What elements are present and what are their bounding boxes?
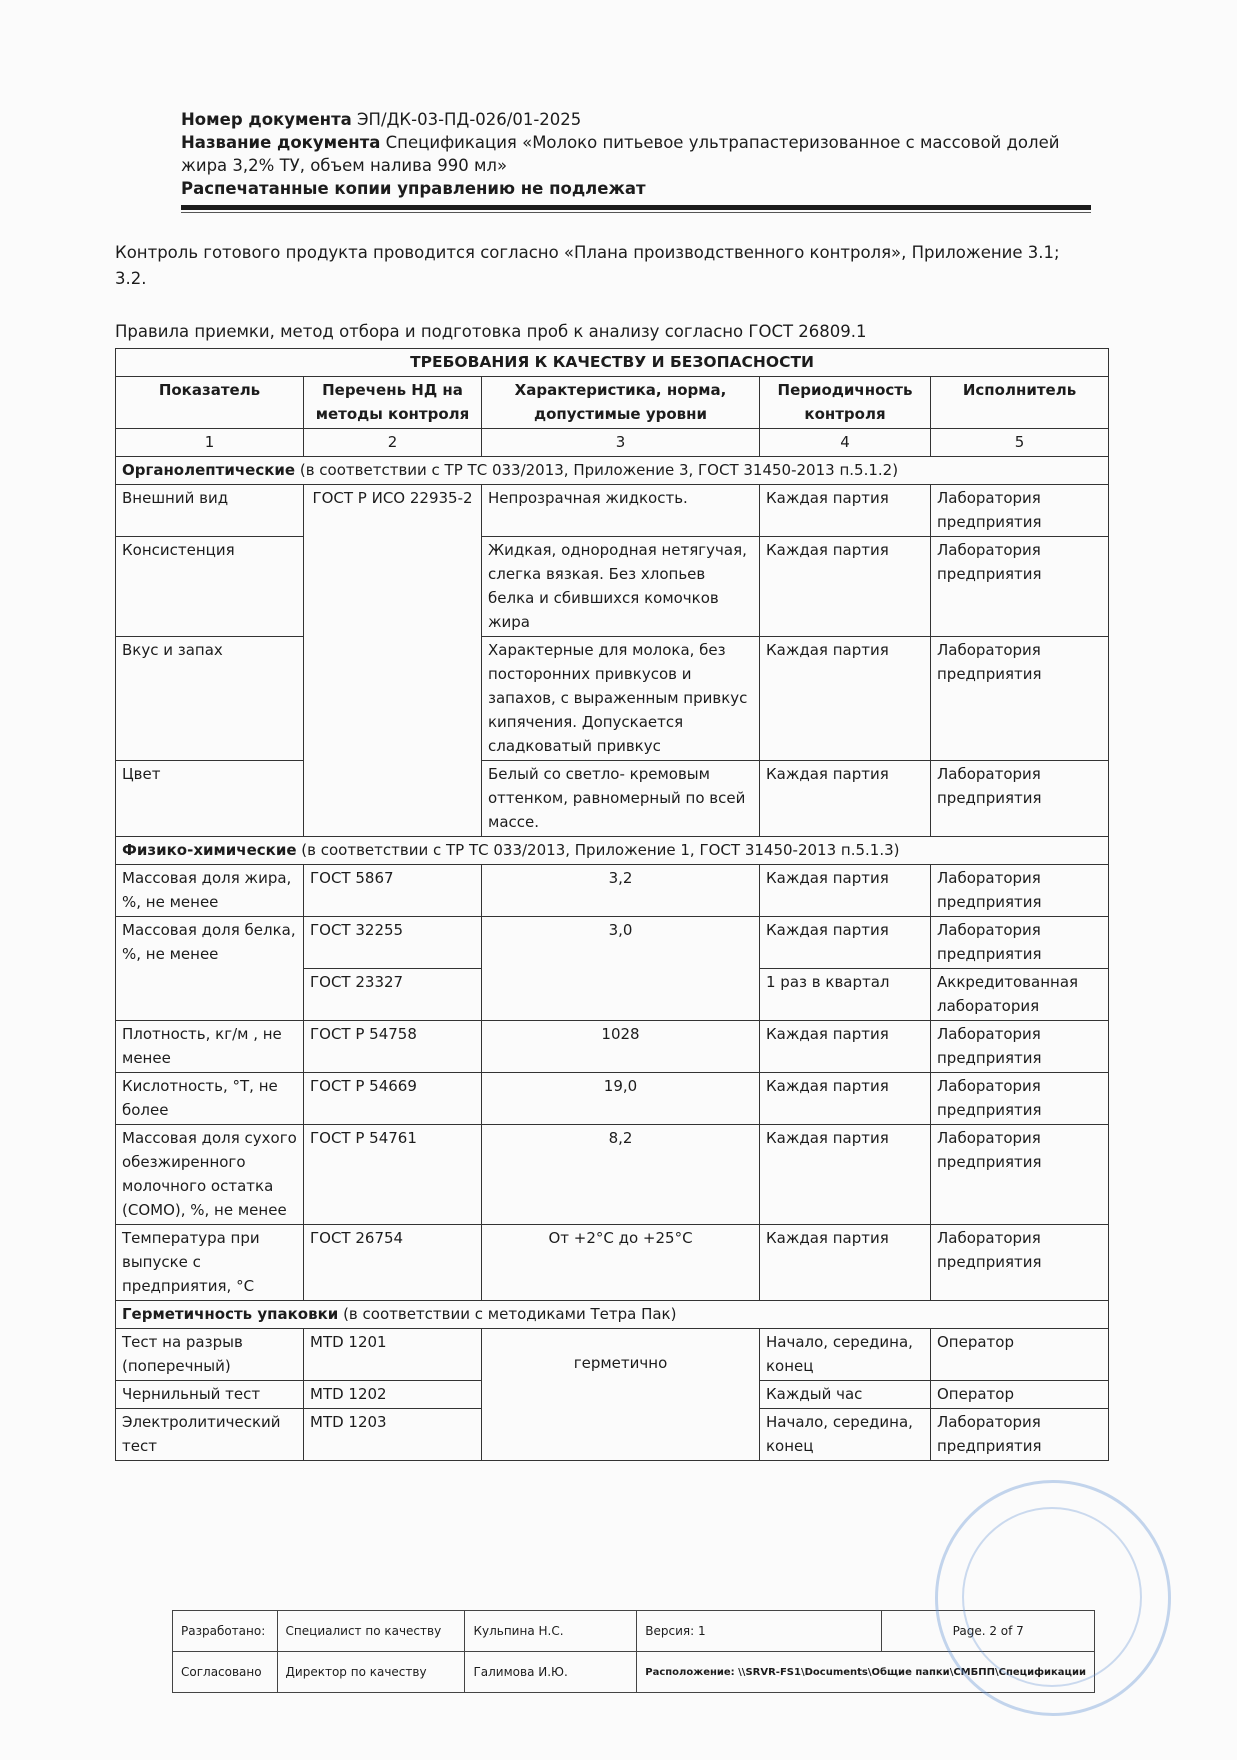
col-number: 5: [931, 429, 1109, 457]
norm-cell: 19,0: [482, 1073, 760, 1125]
table-row: [116, 537, 1109, 637]
table-row: [116, 865, 1109, 917]
method-cell: ГОСТ Р ИСО 22935-2: [304, 485, 482, 837]
norm-cell: Непрозрачная жидкость.: [482, 485, 760, 537]
executor-cell: Оператор: [931, 1381, 1109, 1409]
section-tightness: Герметичность упаковки (в соответствии с методиками Тетра Пак): [116, 1301, 1109, 1329]
col-header-executor: Исполнитель: [931, 377, 1109, 429]
period-cell: Начало, середина, конец: [760, 1329, 931, 1381]
norm-cell: Белый со светло- кремовым оттенком, равномерный по всей массе.: [482, 761, 760, 837]
table-row: [116, 637, 1109, 761]
col-header-param: Показатель: [116, 377, 304, 429]
col-header-norm: Характеристика, норма, допустимые уровни: [482, 377, 760, 429]
doc-name: Спецификация «Молоко питьевое ультрапастеризованное с массовой долей жира 3,2% ТУ, объем налива 990 мл»: [181, 133, 1060, 175]
executor-cell: Лаборатория предприятия: [931, 485, 1109, 537]
period-cell: Каждая партия: [760, 917, 931, 969]
param-cell: Тест на разрыв (поперечный): [116, 1329, 304, 1381]
period-cell: Каждая партия: [760, 1021, 931, 1073]
period-cell: Каждая партия: [760, 637, 931, 761]
period-cell: 1 раз в квартал: [760, 969, 931, 1021]
section-organoleptic: Органолептические (в соответствии с ТР ТС 033/2013, Приложение 3, ГОСТ 31450-2013 п.5.1.2): [116, 457, 1109, 485]
param-cell: Вкус и запах: [116, 637, 304, 761]
doc-number-label: Номер документа: [181, 110, 352, 129]
stamp-seal-inner: [962, 1507, 1142, 1687]
norm-cell: Жидкая, однородная нетягучая, слегка вязкая. Без хлопьев белка и сбившихся комочков жира: [482, 537, 760, 637]
period-cell: Каждая партия: [760, 1073, 931, 1125]
period-cell: Каждая партия: [760, 1225, 931, 1301]
norm-cell: 3,0: [482, 917, 760, 1021]
period-cell: Каждая партия: [760, 485, 931, 537]
table-row: [116, 1073, 1109, 1125]
approved-label: Согласовано: [173, 1652, 278, 1693]
executor-cell: Лаборатория предприятия: [931, 1125, 1109, 1225]
method-cell: ГОСТ Р 54761: [304, 1125, 482, 1225]
period-cell: Каждая партия: [760, 1125, 931, 1225]
doc-number: ЭП/ДК-03-ПД-026/01-2025: [357, 110, 582, 129]
page-number: Page. 2 of 7: [882, 1611, 1095, 1652]
approved-name: Галимова И.Ю.: [465, 1652, 637, 1693]
method-cell: ГОСТ Р 54669: [304, 1073, 482, 1125]
doc-name-line: [181, 131, 1091, 177]
param-cell: Чернильный тест: [116, 1381, 304, 1409]
norm-cell: 8,2: [482, 1125, 760, 1225]
param-cell: Массовая доля жира, %, не менее: [116, 865, 304, 917]
intro-paragraph: Контроль готового продукта проводится согласно «Плана производственного контроля», Приложение 3.1; 3.2.: [115, 243, 1060, 288]
param-cell: Электролитический тест: [116, 1409, 304, 1461]
period-cell: Каждая партия: [760, 865, 931, 917]
norm-cell: герметично: [482, 1329, 760, 1461]
param-cell: Массовая доля белка, %, не менее: [116, 917, 304, 1021]
param-cell: Кислотность, °Т, не более: [116, 1073, 304, 1125]
method-cell: MTD 1201: [304, 1329, 482, 1381]
doc-number-line: [181, 108, 1091, 131]
norm-cell: Характерные для молока, без посторонних привкусов и запахов, с выраженным привкус кипячения. Допускается сладковатый привкус: [482, 637, 760, 761]
param-cell: Плотность, кг/м , не менее: [116, 1021, 304, 1073]
col-header-period: Периодичность контроля: [760, 377, 931, 429]
table-row: [116, 1021, 1109, 1073]
file-location: Расположение: \\SRVR-FS1\Documents\Общие папки\СМБПП\Спецификации: [637, 1652, 1095, 1693]
col-number: 1: [116, 429, 304, 457]
col-header-method: Перечень НД на методы контроля: [304, 377, 482, 429]
executor-cell: Лаборатория предприятия: [931, 537, 1109, 637]
developed-name: Кульпина Н.С.: [465, 1611, 637, 1652]
table-row: [116, 1225, 1109, 1301]
quality-table: [115, 348, 1109, 1461]
executor-cell: Лаборатория предприятия: [931, 637, 1109, 761]
method-cell: MTD 1203: [304, 1409, 482, 1461]
table-row: [116, 485, 1109, 537]
header-rule: [181, 205, 1091, 210]
developed-label: Разработано:: [173, 1611, 278, 1652]
approved-role: Директор по качеству: [277, 1652, 465, 1693]
param-cell: Внешний вид: [116, 485, 304, 537]
version: Версия: 1: [637, 1611, 882, 1652]
method-cell: ГОСТ 23327: [304, 969, 482, 1021]
executor-cell: Лаборатория предприятия: [931, 865, 1109, 917]
table-title: ТРЕБОВАНИЯ К КАЧЕСТВУ И БЕЗОПАСНОСТИ: [116, 349, 1109, 377]
col-number: 3: [482, 429, 760, 457]
method-cell: ГОСТ Р 54758: [304, 1021, 482, 1073]
norm-cell: 3,2: [482, 865, 760, 917]
executor-cell: Лаборатория предприятия: [931, 1225, 1109, 1301]
table-row: [116, 761, 1109, 837]
executor-cell: Лаборатория предприятия: [931, 1073, 1109, 1125]
col-number: 2: [304, 429, 482, 457]
period-cell: Каждая партия: [760, 537, 931, 637]
norm-cell: От +2°С до +25°С: [482, 1225, 760, 1301]
method-cell: ГОСТ 32255: [304, 917, 482, 969]
document-header: [181, 108, 1091, 200]
section-physchem: Физико-химические (в соответствии с ТР ТС 033/2013, Приложение 1, ГОСТ 31450-2013 п.5.1.3): [116, 837, 1109, 865]
rules-note: Правила приемки, метод отбора и подготовка проб к анализу согласно ГОСТ 26809.1: [115, 322, 867, 341]
header-rule-thin: [181, 212, 1091, 213]
param-cell: Массовая доля сухого обезжиренного молочного остатка (СОМО), %, не менее: [116, 1125, 304, 1225]
table-row: [116, 1329, 1109, 1381]
executor-cell: Лаборатория предприятия: [931, 761, 1109, 837]
method-cell: MTD 1202: [304, 1381, 482, 1409]
param-cell: Консистенция: [116, 537, 304, 637]
doc-name-label: Название документа: [181, 133, 381, 152]
method-cell: ГОСТ 26754: [304, 1225, 482, 1301]
period-cell: Каждый час: [760, 1381, 931, 1409]
period-cell: Каждая партия: [760, 761, 931, 837]
copies-note: Распечатанные копии управлению не подлежат: [181, 179, 646, 198]
table-row: [116, 917, 1109, 969]
norm-cell: 1028: [482, 1021, 760, 1073]
method-cell: ГОСТ 5867: [304, 865, 482, 917]
param-cell: Температура при выпуске с предприятия, °С: [116, 1225, 304, 1301]
executor-cell: Оператор: [931, 1329, 1109, 1381]
table-row: [116, 1125, 1109, 1225]
executor-cell: Лаборатория предприятия: [931, 917, 1109, 969]
period-cell: Начало, середина, конец: [760, 1409, 931, 1461]
developed-role: Специалист по качеству: [277, 1611, 465, 1652]
param-cell: Цвет: [116, 761, 304, 837]
executor-cell: Лаборатория предприятия: [931, 1409, 1109, 1461]
col-number: 4: [760, 429, 931, 457]
executor-cell: Лаборатория предприятия: [931, 1021, 1109, 1073]
executor-cell: Аккредитованная лаборатория: [931, 969, 1109, 1021]
